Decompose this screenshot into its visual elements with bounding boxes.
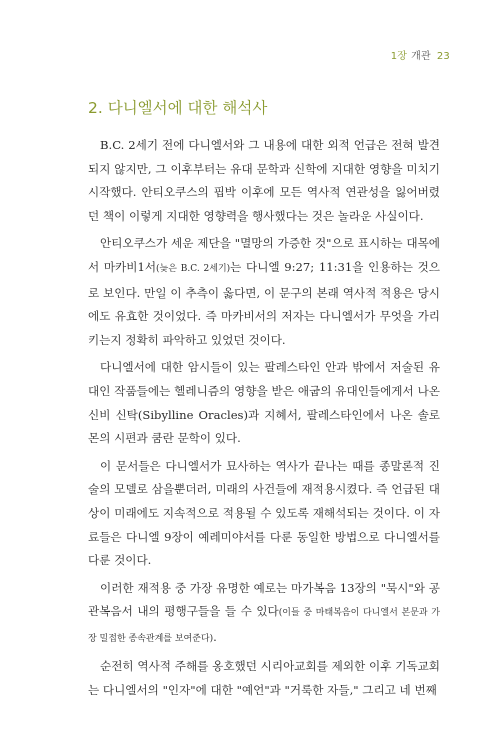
- chapter-title: 개관: [411, 51, 431, 62]
- page-number: 23: [436, 51, 450, 62]
- inline-note: (늦은 B.C. 2세기): [156, 263, 231, 274]
- paragraph: [88, 577, 440, 652]
- paragraph-text: 이러한 재적용 중 가장 유명한 예로는 마가복음 13장의 "묵시"와 공관복음서 내의 평행구들을 들 수 있다: [88, 580, 440, 619]
- chapter-number: 1장: [390, 51, 408, 62]
- paragraph: B.C. 2세기 전에 다니엘서와 그 내용에 대한 외적 언급은 전혀 발견되지 않지만, 그 이후부터는 유대 문학과 신학에 지대한 영향을 미치기 시작했다. 안티오쿠스의 핍박 이후에 모든 역사적 연관성을 잃어버렸던 책이 이렇게 지대한 영향력을 행사했다는 것은 놀라운 사실이다.: [88, 138, 440, 223]
- inline-note: (이들 중 마태복음이 다니엘서 본문과 가장 밀접한 종속관계를 보여준다): [88, 608, 440, 644]
- paragraph-text: 안티오쿠스가 세운 제단을 "멸망의 가증한 것"으로 표시하는 대목에서 마카비1서: [88, 236, 440, 274]
- running-header: [391, 47, 450, 62]
- section-heading: 2. 다니엘서에 대한 해석사: [88, 99, 268, 117]
- paragraph: 다니엘서에 대한 암시들이 있는 팔레스타인 안과 밖에서 저술된 유대인 작품들에는 헬레니즘의 영향을 받은 애굽의 유대인들에게서 나온 신비 신탁(Sibylline Oracles)과 지혜서, 팔레스타인에서 나온 솔로몬의 시편과 쿰란 문학이 있다.: [88, 360, 440, 446]
- paragraph: [88, 232, 440, 352]
- paragraph-text: 는 다니엘 9:27; 11:31을 인용하는 것으로 보인다. 만일 이 추측이 옳다면, 이 문구의 본래 역사적 적용은 당시에도 유효한 것이었다. 즉 마카비서의 저자는 다니엘서가 무엇을 가리키는지 정확히 파악하고 있었던 것이다.: [88, 259, 441, 347]
- body-text: [88, 134, 440, 707]
- paragraph-text: .: [213, 629, 217, 644]
- paragraph: 이 문서들은 다니엘서가 묘사하는 역사가 끝나는 때를 종말론적 진술의 모델로 삼을뿐더러, 미래의 사건들에 재적용시켰다. 즉 언급된 대상이 미래에도 지속적으로 적용될 수 있도록 재해석되는 것이다. 이 자료들은 다니엘 9장이 예레미야서를 다룬 동일한 방법으로 다니엘서를 다룬 것이다.: [88, 458, 440, 568]
- paragraph: 순전히 역사적 주해를 옹호했던 시리아교회를 제외한 이후 기독교회는 다니엘서의 "인자"에 대한 "예언"과 "거룩한 자들," 그리고 네 번째: [88, 659, 440, 698]
